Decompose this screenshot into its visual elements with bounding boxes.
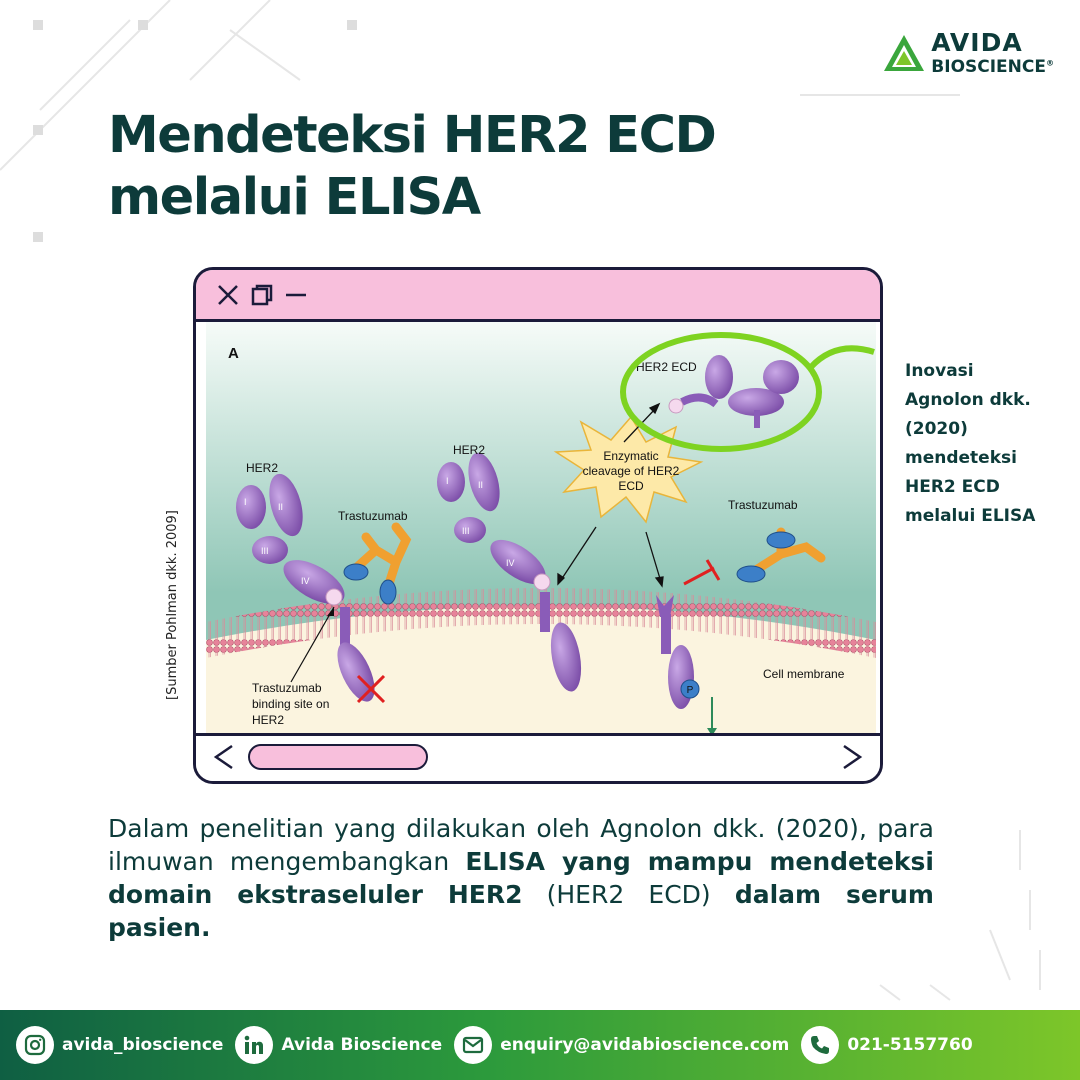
minimize-icon[interactable] (284, 283, 308, 307)
instagram-icon (16, 1026, 54, 1064)
svg-text:binding site on: binding site on (252, 697, 330, 711)
svg-text:III: III (261, 546, 269, 556)
svg-text:ECD: ECD (618, 479, 644, 493)
contact-footer (0, 1010, 1080, 1080)
her2-ecd-label: HER2 ECD (636, 360, 697, 374)
svg-text:Trastuzumab: Trastuzumab (252, 681, 322, 695)
title-line-2: melalui ELISA (108, 168, 480, 227)
svg-text:III: III (462, 526, 470, 536)
scroll-left-icon[interactable] (212, 742, 236, 772)
source-note: [Sumber Pohlman dkk. 2009] (165, 510, 180, 700)
email-contact[interactable] (454, 1026, 789, 1064)
cell-membrane-label: Cell membrane (763, 667, 845, 681)
body-paragraph: Dalam penelitian yang dilakukan oleh Agnolon dkk. (2020), para ilmuwan mengembangkan ELISA yang mampu mendeteksi domain ekstraseluler HER2 (HER2 ECD) dalam serum pasien. (108, 814, 934, 942)
svg-text:I: I (244, 497, 247, 507)
svg-text:II: II (478, 480, 484, 490)
svg-text:II: II (278, 502, 284, 512)
svg-text:I: I (446, 476, 449, 486)
svg-text:cleavage of HER2: cleavage of HER2 (582, 464, 680, 478)
brand-logo (883, 28, 1054, 77)
trastuzumab-label-left: Trastuzumab (338, 509, 408, 523)
linkedin-contact[interactable] (235, 1026, 442, 1064)
email-address: enquiry@avidabioscience.com (500, 1035, 790, 1055)
browser-window (193, 267, 883, 784)
close-icon[interactable] (216, 283, 240, 307)
svg-text:IV: IV (506, 558, 515, 568)
svg-text:Enzymatic: Enzymatic (603, 449, 659, 463)
restore-icon[interactable] (250, 283, 274, 307)
her2-diagram (206, 322, 876, 738)
avida-logo-icon (883, 33, 925, 73)
scroll-thumb[interactable] (248, 744, 428, 770)
callout-text: Inovasi Agnolon dkk. (2020) mendeteksi HER2 ECD melalui ELISA (905, 361, 1036, 526)
svg-text:HER2: HER2 (252, 713, 285, 727)
phone-number: 021-5157760 (847, 1035, 973, 1055)
scroll-right-icon[interactable] (840, 742, 864, 772)
phospho-label: P (686, 685, 694, 696)
window-scrollbar (196, 733, 880, 781)
her2-label-middle: HER2 (453, 443, 486, 457)
her2-label-left: HER2 (246, 461, 279, 475)
instagram-handle: avida_bioscience (62, 1035, 224, 1055)
page-title (108, 105, 715, 229)
phone-contact[interactable] (801, 1026, 972, 1064)
email-icon (454, 1026, 492, 1064)
title-line-1: Mendeteksi HER2 ECD (108, 106, 716, 165)
trastuzumab-label-right: Trastuzumab (728, 498, 798, 512)
window-titlebar (196, 270, 880, 322)
logo-wordmark-top: AVIDA (931, 28, 1023, 57)
linkedin-icon (235, 1026, 273, 1064)
phone-icon (801, 1026, 839, 1064)
linkedin-name: Avida Bioscience (281, 1035, 443, 1055)
svg-text:IV: IV (301, 576, 310, 586)
panel-label: A (228, 345, 239, 362)
instagram-contact[interactable] (16, 1026, 223, 1064)
logo-wordmark-bottom: BIOSCIENCE® (931, 57, 1054, 77)
